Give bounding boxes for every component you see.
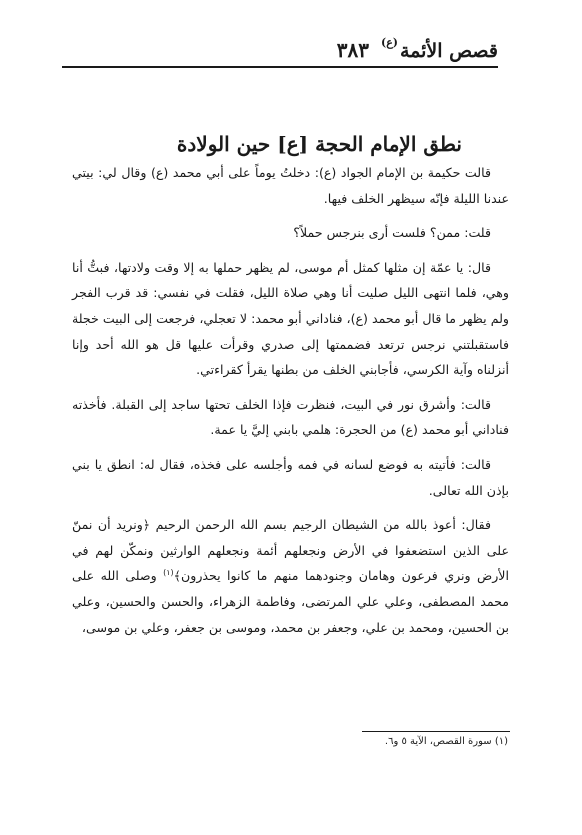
paragraph: قالت: وأشرق نور في البيت، فنظرت فإذا الخلف تحتها ساجد إلى القبلة. فأخذته فناداني أبو محمد (ع) من الحجرة: هلمي بابني إليَّ يا عمة.: [72, 396, 509, 438]
paragraph: قال: يا عمّة إن مثلها كمثل أم موسى، لم يظهر حملها به إلا وقت ولادتها، فبتُّ أنا وهي، فلما انتهى الليل صليت أنا وهي صلاة الليل، فقلت في نفسي: قد قرب الفجر ولم يظهر ما قال أبو محمد (ع)، فناداني أبو محمد: لا تعجلي، فرجعت إلى البيت خجلة فاستقبلتني نرجس ترتعد فضممتها إلى صدري وقرأت عليها قل هو الله أحد وإنا أنزلناه وآية الكرسي، فأجابني الخلف من بطنها يقرأ كقراءتي.: [72, 259, 509, 378]
running-header-title: [337, 38, 498, 62]
footnote-rule: [362, 731, 510, 732]
book-title: قصص الأئمة: [399, 40, 498, 62]
body-text: [72, 160, 509, 649]
paragraph: قالت حكيمة بن الإمام الجواد (ع): دخلتُ يوماً على أبي محمد (ع) وقال لي: بيتي عندنا الليلة فإنّه سيظهر الخلف فيها.: [72, 165, 509, 206]
header-rule: [62, 66, 498, 68]
section-heading: نطق الإمام الحجة [ع] حين الولادة: [176, 131, 462, 156]
page-number: ٣٨٣: [336, 38, 369, 62]
footnote: (١) سورة القصص، الآية ٥ و٦.: [384, 736, 508, 747]
paragraph: [72, 512, 509, 640]
paragraph: قلت: ممن؟ فلست أرى بنرجس حملاً؟: [293, 225, 491, 241]
footnote-marker: (١): [163, 568, 174, 578]
paragraph-text: فقال: أعوذ بالله من الشيطان الرجيم بسم الله الرحمن الرحيم ﴿ونريد أن نمنّ على الذين استضعفوا في الأرض ونجعلهم أئمة ونجعلهم الوارثين ونمكّن لهم في الأرض ونري فرعون وهامان وجنودهما منهم ما كانوا يحذرون﴾: [72, 517, 509, 584]
paragraph: قالت: فأتيته به فوضع لسانه في فمه وأجلسه على فخذه، فقال له: انطق يا بني بإذن الله تعالى.: [72, 456, 509, 498]
paragraph-text: وصلى الله على محمد المصطفى، وعلي علي المرتضى، وفاطمة الزهراء، والحسن والحسين، وعلي بن الحسين، ومحمد بن علي، وجعفر بن محمد، وموسى بن جعفر، وعلي بن موسى،: [72, 568, 509, 635]
running-header: [62, 34, 498, 68]
title-honorific: (ع): [380, 36, 398, 49]
